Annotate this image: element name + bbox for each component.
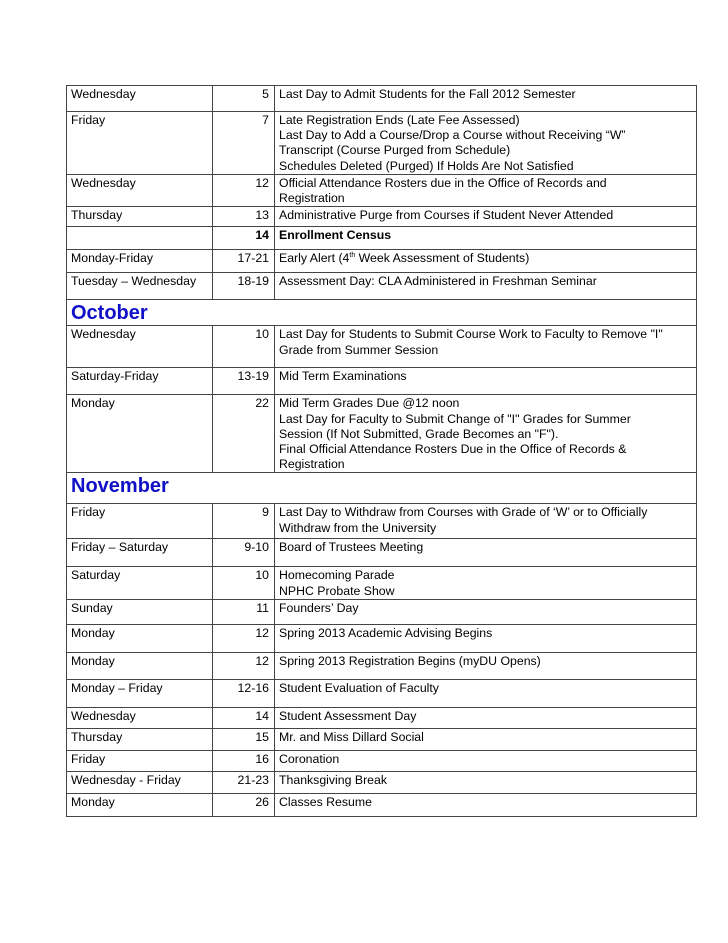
calendar-row (67, 504, 697, 539)
event-cell (275, 772, 697, 794)
event-line: Coronation (279, 752, 340, 767)
date-cell: 12 (213, 653, 275, 680)
event-cell (275, 600, 697, 625)
date-cell: 12-16 (213, 680, 275, 708)
event-cell (275, 395, 697, 473)
date-cell: 12 (213, 625, 275, 653)
date-cell: 9-10 (213, 539, 275, 567)
event-cell (275, 794, 697, 817)
calendar-row (67, 600, 697, 625)
date-cell: 13 (213, 207, 275, 227)
calendar-row (67, 794, 697, 817)
event-text: Week Assessment of Students) (355, 251, 530, 266)
event-line: Spring 2013 Academic Advising Begins (279, 626, 493, 641)
calendar-row (67, 227, 697, 250)
event-cell (275, 273, 697, 300)
calendar-row (67, 772, 697, 794)
date-cell: 10 (213, 567, 275, 600)
day-cell: Wednesday (67, 708, 213, 729)
day-cell: Wednesday - Friday (67, 772, 213, 794)
date-cell: 14 (213, 708, 275, 729)
calendar-row (67, 250, 697, 273)
event-line: Mid Term Grades Due @12 noon (279, 396, 460, 411)
event-cell (275, 175, 697, 207)
event-line: Transcript (Course Purged from Schedule) (279, 143, 511, 158)
event-line: Student Evaluation of Faculty (279, 681, 439, 696)
event-line: Assessment Day: CLA Administered in Freshman Seminar (279, 274, 597, 289)
day-cell: Sunday (67, 600, 213, 625)
event-line: Withdraw from the University (279, 520, 437, 535)
day-cell: Friday (67, 504, 213, 539)
event-line: Thanksgiving Break (279, 773, 387, 788)
calendar-row (67, 729, 697, 751)
event-line: NPHC Probate Show (279, 583, 395, 598)
event-cell (275, 729, 697, 751)
month-heading: November (67, 473, 697, 504)
day-cell: Thursday (67, 729, 213, 751)
day-cell: Saturday-Friday (67, 368, 213, 395)
event-line: Homecoming Parade (279, 568, 395, 583)
day-cell: Monday (67, 395, 213, 473)
event-line: Registration (279, 191, 345, 206)
day-cell: Monday (67, 794, 213, 817)
event-line: Final Official Attendance Rosters Due in the Office of Records & (279, 442, 627, 457)
day-cell: Monday – Friday (67, 680, 213, 708)
date-cell: 11 (213, 600, 275, 625)
date-cell: 5 (213, 86, 275, 112)
month-heading: October (67, 300, 697, 326)
event-line: Student Assessment Day (279, 709, 417, 724)
calendar-row (67, 273, 697, 300)
date-cell: 10 (213, 326, 275, 368)
day-cell: Wednesday (67, 326, 213, 368)
event-cell (275, 708, 697, 729)
event-cell (275, 504, 697, 539)
date-cell: 7 (213, 112, 275, 175)
event-line: Board of Trustees Meeting (279, 540, 424, 555)
calendar-row (67, 112, 697, 175)
day-cell: Thursday (67, 207, 213, 227)
event-cell (275, 326, 697, 368)
event-cell (275, 625, 697, 653)
event-line: Official Attendance Rosters due in the Office of Records and (279, 176, 607, 190)
day-cell (67, 227, 213, 250)
event-line: Last Day to Withdraw from Courses with Grade of ‘W’ or to Officially (279, 505, 648, 520)
day-cell: Friday – Saturday (67, 539, 213, 567)
day-cell: Wednesday (67, 175, 213, 207)
date-cell: 13-19 (213, 368, 275, 395)
calendar-row (67, 175, 697, 207)
date-cell: 12 (213, 175, 275, 207)
event-cell (275, 751, 697, 772)
event-line (279, 251, 692, 266)
calendar-body (67, 86, 697, 817)
calendar-row (67, 368, 697, 395)
event-cell (275, 227, 697, 250)
event-cell (275, 680, 697, 708)
event-line: Mr. and Miss Dillard Social (279, 730, 424, 745)
event-cell (275, 86, 697, 112)
date-cell: 22 (213, 395, 275, 473)
event-line: Late Registration Ends (Late Fee Assessed) (279, 113, 520, 127)
event-line: Mid Term Examinations (279, 369, 407, 384)
day-cell: Friday (67, 112, 213, 175)
event-line: Last Day for Faculty to Submit Change of "I" Grades for Summer (279, 411, 631, 426)
calendar-row (67, 539, 697, 567)
calendar-row (67, 326, 697, 368)
event-line: Last Day to Admit Students for the Fall 2012 Semester (279, 87, 576, 101)
event-line: Registration (279, 457, 345, 472)
date-cell: 21-23 (213, 772, 275, 794)
calendar-row (67, 751, 697, 772)
event-cell (275, 368, 697, 395)
month-header-row (67, 300, 697, 326)
date-cell: 17-21 (213, 250, 275, 273)
calendar-row (67, 625, 697, 653)
event-line: Last Day to Add a Course/Drop a Course without Receiving “W” (279, 128, 626, 143)
calendar-row (67, 708, 697, 729)
event-line: Classes Resume (279, 795, 372, 810)
event-line: Spring 2013 Registration Begins (myDU Opens) (279, 654, 541, 669)
academic-calendar-table (66, 85, 697, 817)
event-line: Enrollment Census (279, 228, 392, 243)
day-cell: Friday (67, 751, 213, 772)
ordinal-suffix: th (349, 252, 356, 260)
event-cell (275, 207, 697, 227)
event-line: Last Day for Students to Submit Course Work to Faculty to Remove "I" (279, 327, 663, 342)
event-cell (275, 653, 697, 680)
event-line: Founders’ Day (279, 601, 359, 616)
date-cell: 15 (213, 729, 275, 751)
day-cell: Monday-Friday (67, 250, 213, 273)
date-cell: 26 (213, 794, 275, 817)
event-text: Early Alert (4 (279, 251, 350, 266)
month-header-row (67, 473, 697, 504)
event-cell (275, 250, 697, 273)
date-cell: 16 (213, 751, 275, 772)
calendar-row (67, 395, 697, 473)
day-cell: Monday (67, 625, 213, 653)
day-cell: Wednesday (67, 86, 213, 112)
calendar-row (67, 653, 697, 680)
event-line: Grade from Summer Session (279, 342, 439, 357)
date-cell: 14 (213, 227, 275, 250)
calendar-row (67, 86, 697, 112)
date-cell: 9 (213, 504, 275, 539)
day-cell: Monday (67, 653, 213, 680)
event-cell (275, 567, 697, 600)
day-cell: Saturday (67, 567, 213, 600)
event-cell (275, 539, 697, 567)
calendar-row (67, 207, 697, 227)
event-line: Session (If Not Submitted, Grade Becomes an "F"). (279, 426, 559, 441)
calendar-row (67, 567, 697, 600)
date-cell: 18-19 (213, 273, 275, 300)
event-cell (275, 112, 697, 175)
event-line: Schedules Deleted (Purged) If Holds Are Not Satisfied (279, 158, 574, 173)
day-cell: Tuesday – Wednesday (67, 273, 213, 300)
event-line: Administrative Purge from Courses if Student Never Attended (279, 208, 614, 223)
calendar-row (67, 680, 697, 708)
